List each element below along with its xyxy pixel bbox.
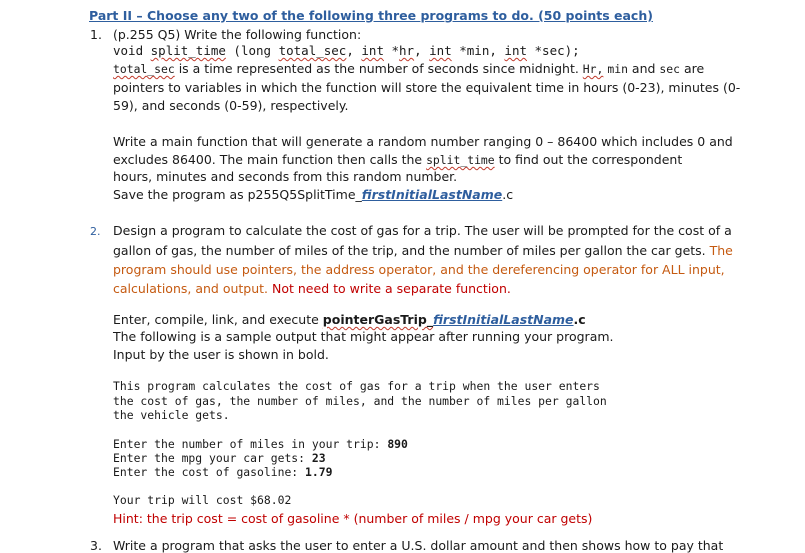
prompt-miles: Enter the number of miles in your trip: 890: [113, 437, 408, 451]
item2-line4: calculations, and output. Not need to write a separate function.: [113, 281, 511, 296]
output-line-1: This program calculates the cost of gas for a trip when the user enters: [113, 379, 600, 393]
item3-number: 3.: [90, 538, 102, 553]
item3-line1: Write a program that asks the user to enter a U.S. dollar amount and then shows how to pay that: [113, 538, 724, 553]
item2-sample-line: The following is a sample output that might appear after running your program.: [113, 329, 614, 344]
item2-number: 2.: [90, 225, 101, 238]
item2-line1: Design a program to calculate the cost of gas for a trip. The user will be prompted for the cost of a: [113, 223, 732, 238]
item1-main-line2: excludes 86400. The main function then calls the split_time to find out the correspondent: [113, 152, 683, 167]
item2-line2: gallon of gas, the number of miles of the trip, and the number of miles per gallon the car gets. The: [113, 243, 733, 258]
item1-number: 1.: [90, 27, 102, 42]
item1-desc-line1: total_sec is a time represented as the number of seconds since midnight. Hr, min and sec are: [113, 61, 705, 76]
prompt-gas-cost: Enter the cost of gasoline: 1.79: [113, 465, 333, 479]
function-signature: void split_time (long total_sec, int *hr, int *min, int *sec);: [113, 43, 580, 58]
output-line-3: the vehicle gets.: [113, 408, 230, 422]
part-heading: Part II – Choose any two of the following three programs to do. (50 points each): [89, 8, 653, 23]
item1-desc-line3: 59), and seconds (0-59), respectively.: [113, 98, 349, 113]
output-line-2: the cost of gas, the number of miles, and the number of miles per gallon: [113, 394, 607, 408]
item1-main-line3: hours, minutes and seconds from this random number.: [113, 169, 458, 184]
item2-input-line: Input by the user is shown in bold.: [113, 347, 329, 362]
item1-intro: (p.255 Q5) Write the following function:: [113, 27, 362, 42]
hint-line: Hint: the trip cost = cost of gasoline * (number of miles / mpg your car gets): [113, 511, 593, 526]
item2-enter-line: Enter, compile, link, and execute pointerGasTrip_firstInitialLastName.c: [113, 312, 586, 327]
item1-desc-line2: pointers to variables in which the function will store the equivalent time in hours (0-23), minutes (0-: [113, 80, 741, 95]
item1-main-line1: Write a main function that will generate a random number ranging 0 – 86400 which includes 0 and: [113, 134, 733, 149]
result-line: Your trip will cost $68.02: [113, 493, 292, 507]
item1-save-line: Save the program as p255Q5SplitTime_firstInitialLastName.c: [113, 187, 514, 202]
item2-line3: program should use pointers, the address operator, and the dereferencing operator for ALL input,: [113, 262, 725, 277]
prompt-mpg: Enter the mpg your car gets: 23: [113, 451, 326, 465]
